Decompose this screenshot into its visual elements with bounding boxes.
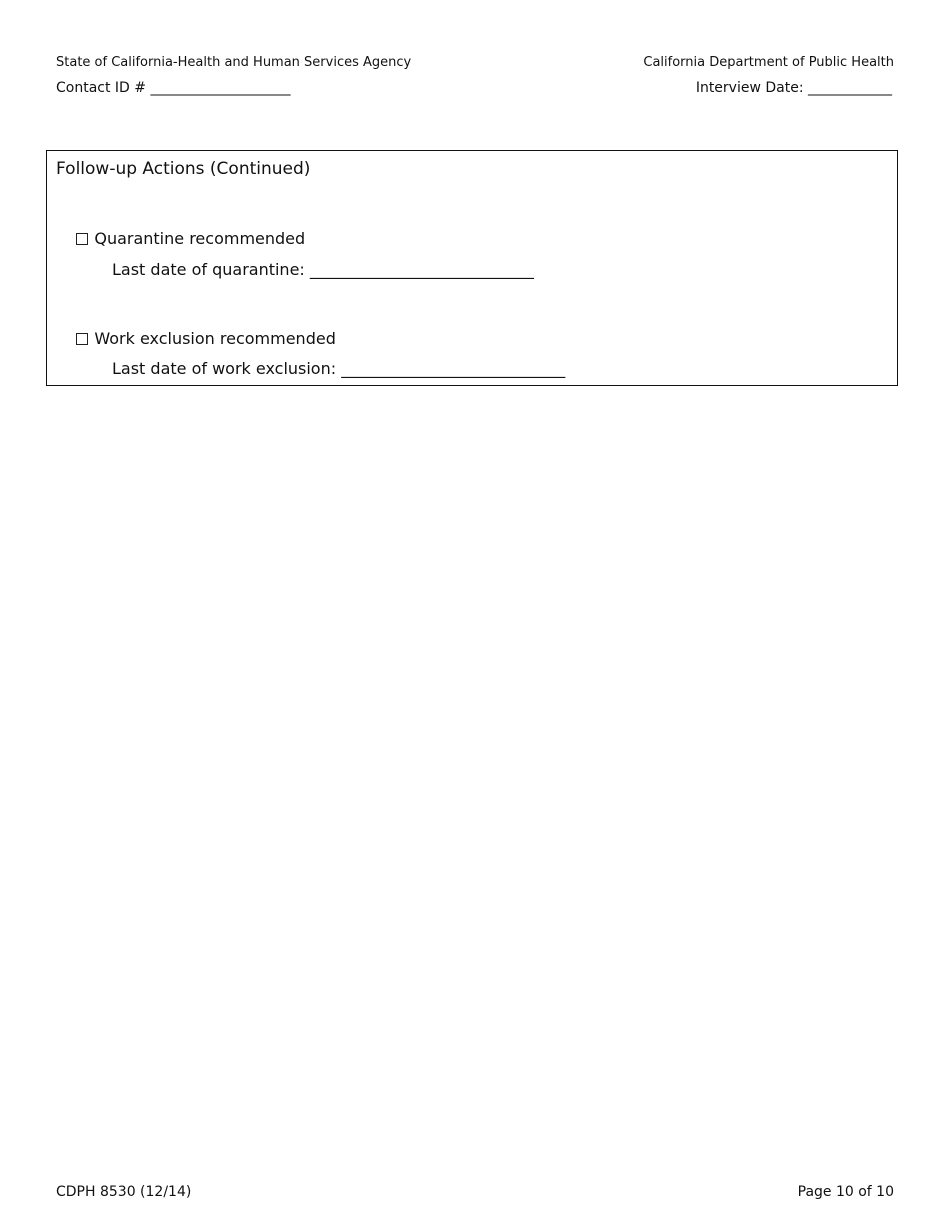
section-title: Follow-up Actions (Continued) — [56, 159, 311, 179]
work-exclusion-checkbox[interactable] — [76, 333, 88, 345]
work-exclusion-date-field[interactable]: Last date of work exclusion: ____________________________ — [112, 359, 566, 378]
form-id: CDPH 8530 (12/14) — [56, 1184, 192, 1200]
department-name: California Department of Public Health — [643, 55, 894, 70]
contact-id-field[interactable]: Contact ID # ____________________ — [56, 80, 291, 96]
agency-name: State of California-Health and Human Services Agency — [56, 55, 412, 70]
page-number: Page 10 of 10 — [797, 1184, 894, 1200]
follow-up-actions-section — [46, 150, 898, 386]
quarantine-checkbox[interactable] — [76, 233, 88, 245]
quarantine-date-field[interactable]: Last date of quarantine: ____________________________ — [112, 260, 534, 279]
quarantine-checkbox-label: Quarantine recommended — [94, 229, 306, 248]
work-exclusion-checkbox-label: Work exclusion recommended — [94, 329, 336, 348]
interview-date-field[interactable]: Interview Date: ____________ — [695, 80, 892, 96]
